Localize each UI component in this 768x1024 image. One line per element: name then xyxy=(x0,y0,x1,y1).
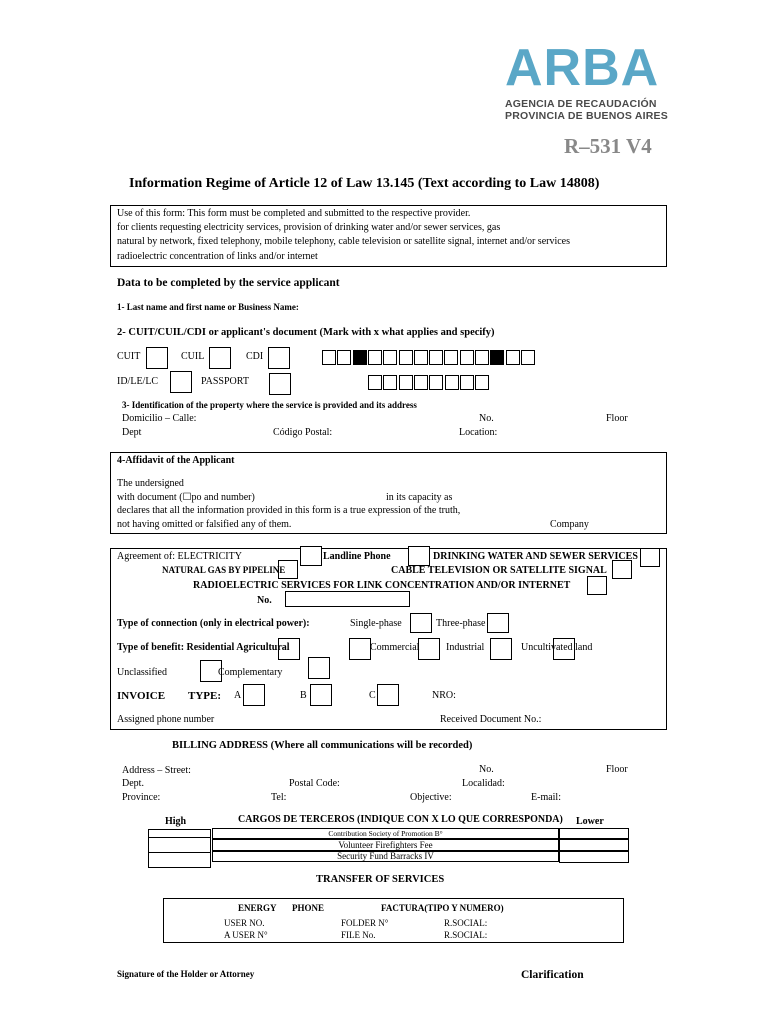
affidavit-line-4: not having omitted or falsified any of them. xyxy=(117,519,292,530)
cuil-label: CUIL xyxy=(181,351,205,362)
type-c-checkbox[interactable] xyxy=(377,684,399,706)
high-label: High xyxy=(165,816,187,827)
cuit-digit-box[interactable] xyxy=(429,350,443,365)
connection-label: Type of connection (only in electrical power): xyxy=(117,618,310,629)
billing-floor-label: Floor xyxy=(606,764,628,775)
cuit-digit-box[interactable] xyxy=(368,350,382,365)
lower-box-1[interactable] xyxy=(559,828,629,839)
complementary-label: Complementary xyxy=(218,667,283,678)
affidavit-line-1: The undersigned xyxy=(117,478,184,489)
billing-address-label: Address – Street: xyxy=(122,765,191,776)
transfer-a-user: A USER N° xyxy=(224,930,268,940)
cable-checkbox[interactable] xyxy=(612,560,632,579)
billing-province-label: Province: xyxy=(122,792,161,803)
number-label: No. xyxy=(479,413,494,424)
cargos-row-2 xyxy=(212,839,559,851)
agreement-no-label: No. xyxy=(257,595,272,606)
cuit-digit-box[interactable] xyxy=(506,350,520,365)
high-box-2[interactable] xyxy=(148,837,211,853)
agreement-label: Agreement of: ELECTRICITY xyxy=(117,551,242,562)
unclassified-label: Unclassified xyxy=(117,667,167,678)
location-label: Location: xyxy=(459,427,498,438)
cuit-digit-box[interactable] xyxy=(399,350,413,365)
electricity-checkbox[interactable] xyxy=(300,546,322,566)
id-digit-box[interactable] xyxy=(399,375,413,390)
transfer-rsocial-1: R.SOCIAL: xyxy=(444,918,488,928)
form-code: R–531 V4 xyxy=(564,134,652,158)
transfer-factura: FACTURA(TIPO Y NUMERO) xyxy=(381,903,504,913)
cuit-checkbox[interactable] xyxy=(146,347,168,369)
passport-checkbox[interactable] xyxy=(269,373,291,395)
domicilio-label: Domicilio – Calle: xyxy=(122,413,197,424)
received-doc-label: Received Document No.: xyxy=(440,714,542,725)
uncultivated-label: Uncultivated land xyxy=(521,642,593,653)
cdi-label: CDI xyxy=(246,351,264,362)
passport-label: PASSPORT xyxy=(201,376,249,387)
logo-brand: ARBA xyxy=(505,39,660,97)
residential-checkbox[interactable] xyxy=(278,638,300,660)
cuil-checkbox[interactable] xyxy=(209,347,231,369)
logo-line-1: AGENCIA DE RECAUDACIÓN xyxy=(505,98,657,110)
cuit-digit-box[interactable] xyxy=(322,350,336,365)
cargos-row-1-label: Contribution Society of Promotion B° xyxy=(328,829,443,838)
logo-line-2: PROVINCIA DE BUENOS AIRES xyxy=(505,110,668,122)
complementary-checkbox[interactable] xyxy=(308,657,330,679)
transfer-phone: PHONE xyxy=(292,903,325,913)
cargos-heading: CARGOS DE TERCEROS (INDIQUE CON X LO QUE CORRESPONDA) xyxy=(238,814,563,825)
three-phase-checkbox[interactable] xyxy=(487,613,509,633)
nro-label: NRO: xyxy=(432,690,456,701)
uncultivated-checkbox[interactable] xyxy=(553,638,575,660)
type-c-label: C xyxy=(369,690,376,701)
company-label: Company xyxy=(550,519,589,530)
radio-checkbox[interactable] xyxy=(587,576,607,595)
billing-localidad-label: Localidad: xyxy=(462,778,505,789)
id-digit-box[interactable] xyxy=(414,375,428,390)
page-title: Information Regime of Article 12 of Law 13.145 (Text according to Law 14808) xyxy=(129,176,600,191)
single-phase-checkbox[interactable] xyxy=(410,613,432,633)
industrial-checkbox[interactable] xyxy=(490,638,512,660)
agricultural-checkbox[interactable] xyxy=(349,638,371,660)
cable-label: CABLE TELEVISION OR SATELLITE SIGNAL xyxy=(391,565,607,576)
affidavit-capacity: in its capacity as xyxy=(386,492,453,503)
cuit-digit-box xyxy=(353,350,367,365)
billing-dept-label: Dept. xyxy=(122,778,144,789)
single-phase-label: Single-phase xyxy=(350,618,402,629)
cuit-digit-box[interactable] xyxy=(444,350,458,365)
dept-label: Dept xyxy=(122,427,142,438)
id-digit-box[interactable] xyxy=(368,375,382,390)
invoice-type-label: TYPE: xyxy=(188,690,221,702)
billing-no-label: No. xyxy=(479,764,494,775)
radio-label: RADIOELECTRIC SERVICES FOR LINK CONCENTRATION AND/OR INTERNET xyxy=(193,580,571,591)
affidavit-document: with document (☐po and number) xyxy=(117,492,255,503)
transfer-user-no: USER NO. xyxy=(224,918,265,928)
transfer-energy: ENERGY xyxy=(238,903,277,913)
landline-checkbox[interactable] xyxy=(408,546,430,566)
invoice-label: INVOICE xyxy=(117,690,166,702)
landline-label: Landline Phone xyxy=(323,551,391,562)
usage-line-1: Use of this form: This form must be completed and submitted to the respective provider. xyxy=(117,208,471,219)
idlelc-checkbox[interactable] xyxy=(170,371,192,393)
cuit-digit-box[interactable] xyxy=(521,350,535,365)
cuit-digit-box[interactable] xyxy=(414,350,428,365)
cargos-row-3-label: Security Fund Barracks IV xyxy=(337,851,434,861)
phone-number-label: Assigned phone number xyxy=(117,714,215,725)
cuit-digit-box[interactable] xyxy=(475,350,489,365)
billing-email-label: E-mail: xyxy=(531,792,561,803)
cargos-row-1 xyxy=(212,828,559,839)
gas-checkbox[interactable] xyxy=(278,560,298,579)
cuit-digit-box[interactable] xyxy=(337,350,351,365)
billing-heading: BILLING ADDRESS (Where all communications will be recorded) xyxy=(172,740,473,751)
type-b-checkbox[interactable] xyxy=(310,684,332,706)
affidavit-heading: 4-Affidavit of the Applicant xyxy=(117,455,235,466)
gas-label: NATURAL GAS BY PIPELINE xyxy=(162,565,286,575)
usage-line-2: for clients requesting electricity services, provision of drinking water and/or sewer services, gas xyxy=(117,222,501,233)
transfer-heading: TRANSFER OF SERVICES xyxy=(316,874,445,885)
applicant-heading: Data to be completed by the service applicant xyxy=(117,277,340,289)
id-digit-box[interactable] xyxy=(475,375,489,390)
lower-box-2[interactable] xyxy=(559,839,629,851)
type-a-label: A xyxy=(234,690,242,701)
id-digit-box[interactable] xyxy=(383,375,397,390)
type-a-checkbox[interactable] xyxy=(243,684,265,706)
commercial-checkbox[interactable] xyxy=(418,638,440,660)
cdi-checkbox[interactable] xyxy=(268,347,290,369)
transfer-file: FILE No. xyxy=(341,930,376,940)
id-digit-box[interactable] xyxy=(429,375,443,390)
arba-logo xyxy=(505,39,668,122)
benefit-label: Type of benefit: Residential Agricultural xyxy=(117,642,290,653)
agreement-number-field[interactable] xyxy=(285,591,410,607)
section-2-label: 2- CUIT/CUIL/CDI or applicant's document (Mark with x what applies and specify) xyxy=(117,327,495,338)
commercial-label: Commercial xyxy=(370,642,420,653)
high-box-3[interactable] xyxy=(148,852,211,868)
type-b-label: B xyxy=(300,690,307,701)
signature-label: Signature of the Holder or Attorney xyxy=(117,969,255,979)
cuit-digit-box[interactable] xyxy=(383,350,397,365)
affidavit-line-3: declares that all the information provided in this form is a true expression of the truth, xyxy=(117,505,461,516)
usage-line-3: natural by network, fixed telephony, mobile telephony, cable television or satellite signal, internet and/or services xyxy=(117,236,571,247)
clarification-label: Clarification xyxy=(521,969,584,981)
industrial-label: Industrial xyxy=(446,642,485,653)
section-1-label: 1- Last name and first name or Business Name: xyxy=(117,302,299,312)
three-phase-label: Three-phase xyxy=(436,618,486,629)
cuit-digit-box xyxy=(490,350,504,365)
billing-postal-label: Postal Code: xyxy=(289,778,340,789)
transfer-rsocial-2: R.SOCIAL: xyxy=(444,930,488,940)
lower-label: Lower xyxy=(576,816,604,827)
idlelc-label: ID/LE/LC xyxy=(117,376,159,387)
id-digit-box[interactable] xyxy=(460,375,474,390)
billing-tel-label: Tel: xyxy=(271,792,287,803)
lower-box-3[interactable] xyxy=(559,851,629,863)
cargos-row-3 xyxy=(212,851,559,862)
floor-label: Floor xyxy=(606,413,628,424)
postal-code-label: Código Postal: xyxy=(273,427,333,438)
cuit-digit-box[interactable] xyxy=(460,350,474,365)
transfer-folder: FOLDER N° xyxy=(341,918,389,928)
usage-line-4: radioelectric concentration of links and/or internet xyxy=(117,251,318,262)
billing-objective-label: Objective: xyxy=(410,792,452,803)
id-digit-box[interactable] xyxy=(445,375,459,390)
section-3-label: 3- Identification of the property where the service is provided and its address xyxy=(122,400,417,410)
cargos-row-2-label: Volunteer Firefighters Fee xyxy=(338,840,433,850)
water-checkbox[interactable] xyxy=(640,548,660,567)
water-label: DRINKING WATER AND SEWER SERVICES xyxy=(433,551,638,562)
cuit-label: CUIT xyxy=(117,351,141,362)
